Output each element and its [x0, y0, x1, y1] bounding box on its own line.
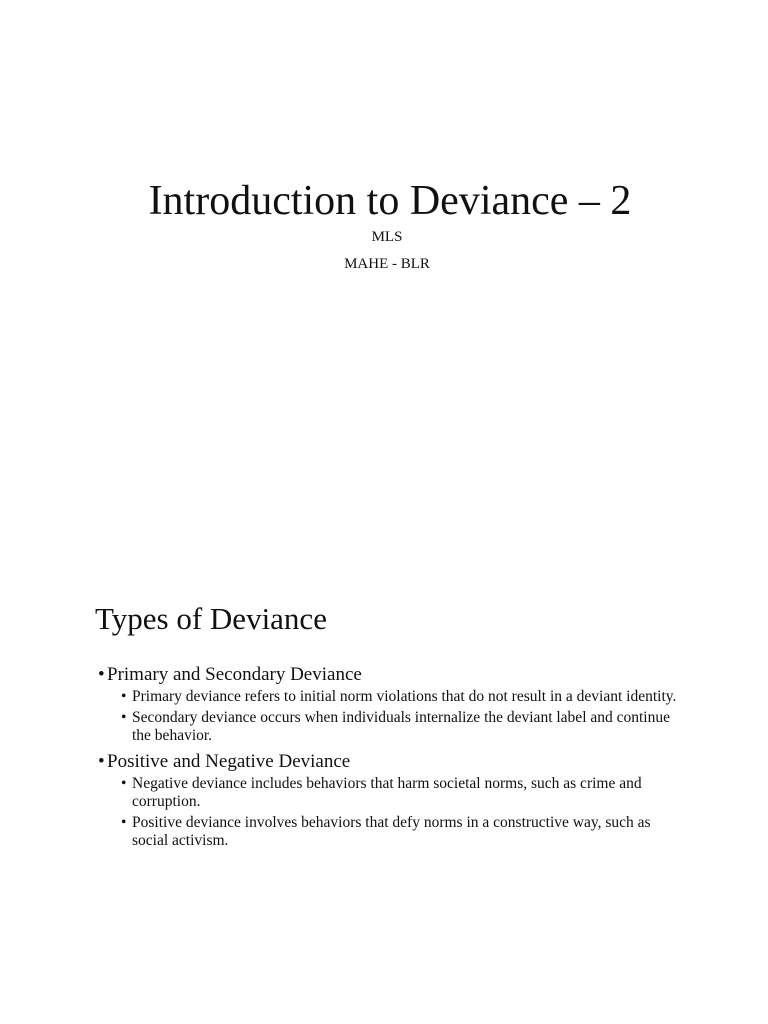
sub-bullet-text: Primary deviance refers to initial norm violations that do not result in a deviant identity.: [132, 688, 677, 705]
slide-subtitle-institution: MAHE - BLR: [344, 256, 430, 272]
bullet-item-positive-negative: [98, 751, 688, 773]
bullet-item-primary-secondary: [98, 664, 688, 686]
sub-bullet-text: Secondary deviance occurs when individuals internalize the deviant label and continue the behavior.: [132, 709, 670, 744]
bullet-list: [98, 664, 688, 856]
bullet-icon: •: [121, 775, 127, 792]
slide-title: Introduction to Deviance – 2: [148, 178, 632, 224]
sub-bullet-item: [119, 709, 688, 745]
bullet-icon: •: [121, 814, 127, 831]
bullet-icon: •: [121, 709, 127, 726]
bullet-icon: •: [121, 688, 127, 705]
sub-bullet-item: [119, 688, 688, 706]
sub-bullet-text: Negative deviance includes behaviors that harm societal norms, such as crime and corruption.: [132, 775, 642, 810]
sub-bullet-item: [119, 775, 688, 811]
sub-bullet-item: [119, 814, 688, 850]
slide-subtitle-course: MLS: [371, 229, 403, 245]
bullet-label: Primary and Secondary Deviance: [107, 664, 362, 685]
content-slide: [0, 512, 768, 1024]
sub-bullet-text: Positive deviance involves behaviors that defy norms in a constructive way, such as social activism.: [132, 814, 651, 849]
bullet-group-primary-secondary: [98, 664, 688, 745]
bullet-icon: •: [98, 751, 105, 772]
section-heading: Types of Deviance: [95, 601, 327, 636]
bullet-icon: •: [98, 664, 105, 685]
bullet-label: Positive and Negative Deviance: [107, 751, 351, 772]
bullet-group-positive-negative: [98, 751, 688, 850]
